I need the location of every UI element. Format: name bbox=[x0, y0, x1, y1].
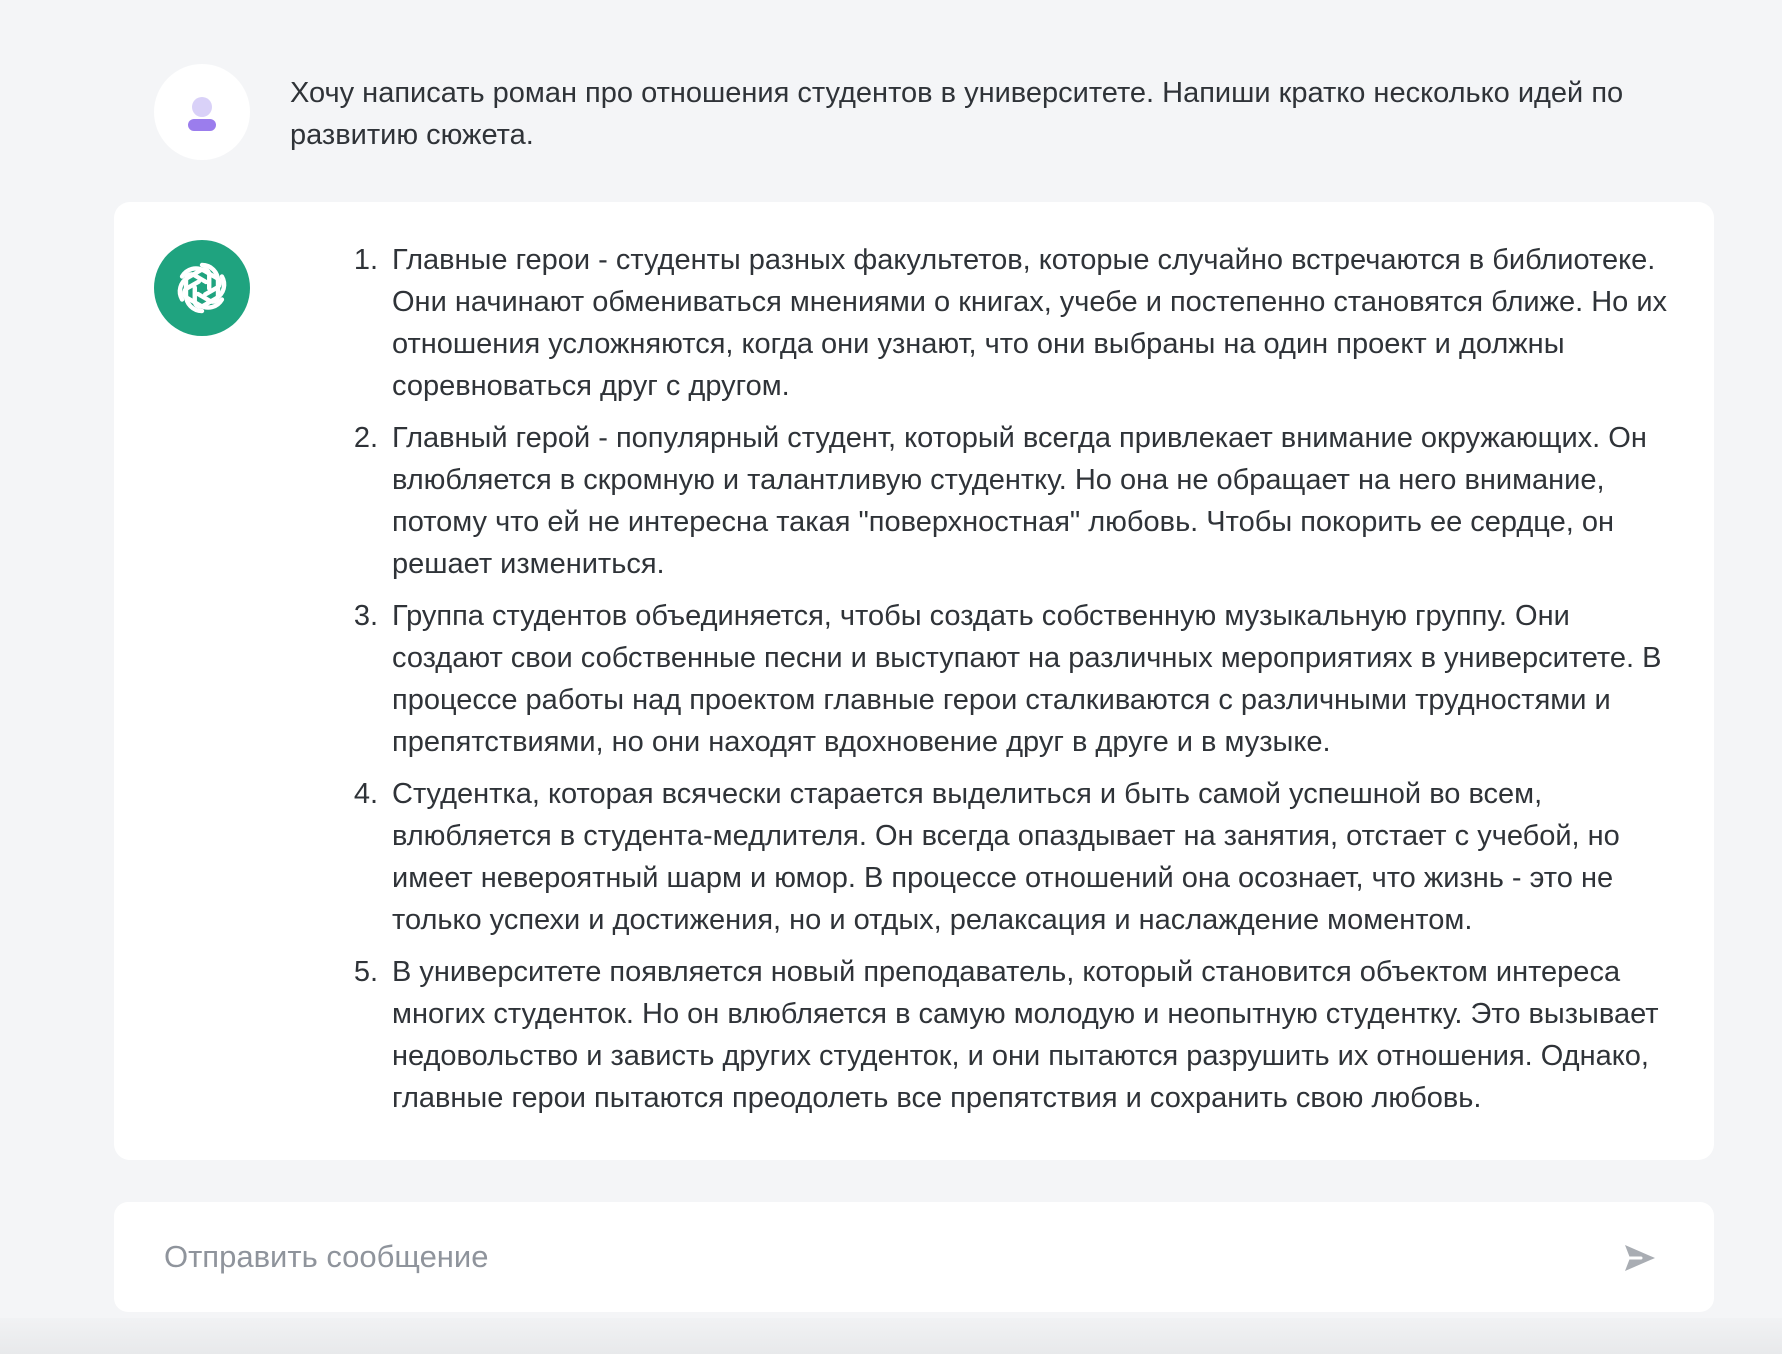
assistant-message-card bbox=[114, 202, 1714, 1160]
list-item-text: Студентка, которая всячески старается выделиться и быть самой успешной во всем, влюбляется в студента-медлителя. Он всегда опаздывает на занятия, отстает с учебой, но имеет невероятный шарм и юмор. В процессе отношений она осознает, что жизнь - это не только успехи и достижения, но и отдых, релаксация и наслаждение моментом. bbox=[392, 778, 1620, 936]
message-composer bbox=[114, 1202, 1714, 1312]
bottom-shade bbox=[0, 1318, 1782, 1354]
send-icon bbox=[1622, 1242, 1658, 1274]
list-item-number: 5. bbox=[353, 956, 378, 988]
list-item-number: 4. bbox=[353, 778, 378, 810]
user-message-row bbox=[154, 64, 1714, 160]
list-item bbox=[338, 951, 1678, 1119]
list-item-number: 3. bbox=[353, 600, 378, 632]
avatar-head bbox=[192, 97, 212, 117]
list-item-number: 1. bbox=[353, 244, 378, 276]
list-item-text: В университете появляется новый преподаватель, который становится объектом интереса многих студенток. Но он влюбляется в самую молодую и неопытную студентку. Это вызывает недовольство и зависть других студенток, и они пытаются разрушить их отношения. Однако, главные герои пытаются преодолеть все препятствия и сохранить свою любовь. bbox=[392, 956, 1659, 1114]
list-item bbox=[338, 773, 1678, 941]
list-item-number: 2. bbox=[353, 422, 378, 454]
list-item-text: Главные герои - студенты разных факультетов, которые случайно встречаются в библиотеке. Они начинают обмениваться мнениями о книгах, учебе и постепенно становятся ближе. Но их отношения усложняются, когда они узнают, что они выбраны на один проект и должны соревноваться друг с другом. bbox=[392, 244, 1668, 402]
message-input[interactable] bbox=[164, 1230, 1564, 1284]
list-item bbox=[338, 417, 1678, 585]
openai-logo-icon bbox=[154, 240, 250, 336]
user-message-text: Хочу написать роман про отношения студентов в университете. Напиши кратко несколько идей по развитию сюжета. bbox=[290, 77, 1624, 151]
avatar-body bbox=[188, 119, 216, 131]
list-item bbox=[338, 239, 1678, 407]
list-item-text: Группа студентов объединяется, чтобы создать собственную музыкальную группу. Они создают свои собственные песни и выступают на различных мероприятиях в университете. В процессе работы над проектом главные герои сталкиваются с различными трудностями и препятствиями, но они находят вдохновение друг в друге и в музыке. bbox=[392, 600, 1662, 758]
answer-list bbox=[338, 239, 1678, 1129]
list-item bbox=[338, 595, 1678, 763]
send-button[interactable] bbox=[1616, 1234, 1664, 1282]
list-item-text: Главный герой - популярный студент, который всегда привлекает внимание окружающих. Он влюбляется в скромную и талантливую студентку. Но она не обращает на него внимание, потому что ей не интересна такая "поверхностная" любовь. Чтобы покорить ее сердце, он решает измениться. bbox=[392, 422, 1647, 580]
user-avatar-icon bbox=[154, 64, 250, 160]
